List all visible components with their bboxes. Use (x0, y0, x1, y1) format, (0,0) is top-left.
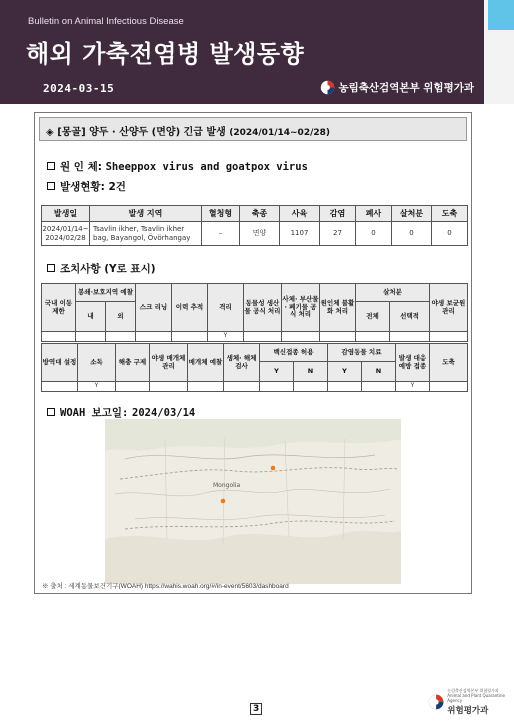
col-header: 축종 (240, 206, 280, 222)
header-org-name: 농림축산검역본부 위험평가과 (338, 82, 474, 94)
col-header: 감염 (320, 206, 356, 222)
report-period: (2024/01/14~02/28) (229, 128, 331, 138)
header-date: 2024-03-15 (43, 82, 115, 95)
woah-label: WOAH 보고일: (60, 407, 129, 419)
footer-org-big: 위험평가과 (447, 705, 489, 716)
cell-slaughtered: 0 (432, 222, 468, 246)
header-title: 해외 가축전염병 발생동향 (26, 40, 305, 68)
h-pathogen: 원인체 불활화 처리 (320, 284, 356, 332)
diamond-icon: ◈ (46, 127, 54, 138)
h-screening: 스크 리닝 (136, 284, 172, 332)
h-treatment: 감염동물 치료 (328, 344, 396, 362)
col-header: 발생 지역 (90, 206, 202, 222)
h-cull-select: 선택적 (390, 302, 430, 332)
h-prevent: 발생 대응 예방 접종 (396, 344, 430, 382)
h-treatment-no: N (362, 362, 396, 382)
report-title (39, 117, 467, 141)
cell-culled: 0 (392, 222, 432, 246)
mark-prevent: Y (396, 382, 430, 392)
col-header: 혈청형 (202, 206, 240, 222)
cell-date: 2024/01/14~ 2024/02/28 (42, 222, 90, 246)
cell-serotype: – (202, 222, 240, 246)
col-header: 발생일 (42, 206, 90, 222)
report-frame (34, 112, 472, 594)
cell-infected: 27 (320, 222, 356, 246)
h-product: 동물성 생산물 공식 처리 (244, 284, 282, 332)
h-vaccine-yes: Y (260, 362, 294, 382)
checkbox-square-icon (47, 182, 55, 190)
h-domestic: 국내 이동 제한 (42, 284, 76, 332)
mark-disinfect: Y (78, 382, 116, 392)
checkbox-square-icon (47, 264, 55, 272)
outbreak-marker (221, 499, 226, 504)
outbreak-map (105, 419, 401, 584)
table-row (42, 222, 468, 246)
measures-table-a (41, 283, 468, 342)
map-country-label: Mongolia (213, 482, 241, 489)
checkbox-square-icon (47, 408, 55, 416)
h-vaccine: 백신접종 허용 (260, 344, 328, 362)
pathogen-value: Sheeppox virus and goatpox virus (105, 161, 308, 173)
cell-raised: 1107 (280, 222, 320, 246)
outbreak-marker (271, 466, 276, 471)
page-number: 3 (250, 703, 262, 715)
header-org (320, 80, 474, 95)
cell-region: Tsavlin ikher, Tsavlin ikher bag, Bayangol, Övörhangay (90, 222, 202, 246)
pathogen-label: 원 인 체: (60, 161, 102, 173)
source-note: ※ 출처 : 세계동물보건기구(WOAH) https://wahis.woah.org/#/in-event/5603/dashboard (42, 583, 289, 590)
status-label: 발생현황: (60, 181, 105, 193)
h-disinfect: 소독 (78, 344, 116, 382)
table-row (42, 382, 468, 392)
h-slaughter: 도축 (430, 344, 468, 382)
h-inner: 내 (76, 302, 106, 332)
col-header: 살처분 (392, 206, 432, 222)
woah-date: 2024/03/14 (132, 407, 196, 419)
h-cull-all: 전체 (356, 302, 390, 332)
h-trace: 이력 추적 (172, 284, 208, 332)
h-pest: 해충 구제 (116, 344, 150, 382)
measures-title (47, 261, 156, 276)
col-header: 폐사 (356, 206, 392, 222)
cell-species: 면양 (240, 222, 280, 246)
woah-line (47, 405, 195, 420)
cell-dead: 0 (356, 222, 392, 246)
h-cull: 살처분 (356, 284, 430, 302)
report-title-text: [몽골] 양두 · 산양두 (면양) 긴급 발생 (57, 127, 226, 138)
measures-table-b (41, 343, 468, 392)
pathogen-line (47, 159, 308, 174)
col-header: 도축 (432, 206, 468, 222)
h-live-test: 생체· 해체 검사 (224, 344, 260, 382)
table-row (42, 332, 468, 342)
status-line (47, 179, 126, 194)
footer-logo (428, 688, 514, 716)
h-treatment-yes: Y (328, 362, 362, 382)
outbreak-table (41, 205, 468, 246)
h-wild: 야생 보균원 관리 (430, 284, 468, 332)
header-subtitle: Bulletin on Animal Infectious Disease (28, 16, 184, 27)
h-vaccine-no: N (294, 362, 328, 382)
h-carcass: 사체· 부산물· 폐기물 공식 처리 (282, 284, 320, 332)
col-header: 사육 (280, 206, 320, 222)
h-outer: 외 (106, 302, 136, 332)
footer-org-small-2: Animal and Plant Quarantine Agency (447, 693, 505, 704)
h-isolation: 격리 (208, 284, 244, 332)
checkbox-square-icon (47, 162, 55, 170)
h-vector-pred: 매개체 예찰 (188, 344, 224, 382)
agency-logo-icon (320, 80, 335, 95)
header-banner (0, 0, 484, 104)
mark-isolation: Y (208, 332, 244, 342)
h-quarantine: 봉쇄·보호지역 예찰 (76, 284, 136, 302)
outbreak-header-row (42, 206, 468, 222)
status-value: 2건 (108, 181, 126, 193)
agency-logo-icon (428, 693, 444, 711)
corner-decoration (484, 0, 514, 104)
footer-org-small-1: 농림축산검역본부 위험평가과 (447, 688, 499, 693)
measures-title-text: 조치사항 (Y로 표시) (60, 263, 156, 275)
h-wild-vector: 야생 매개체 관리 (150, 344, 188, 382)
h-zone: 방역대 설정 (42, 344, 78, 382)
